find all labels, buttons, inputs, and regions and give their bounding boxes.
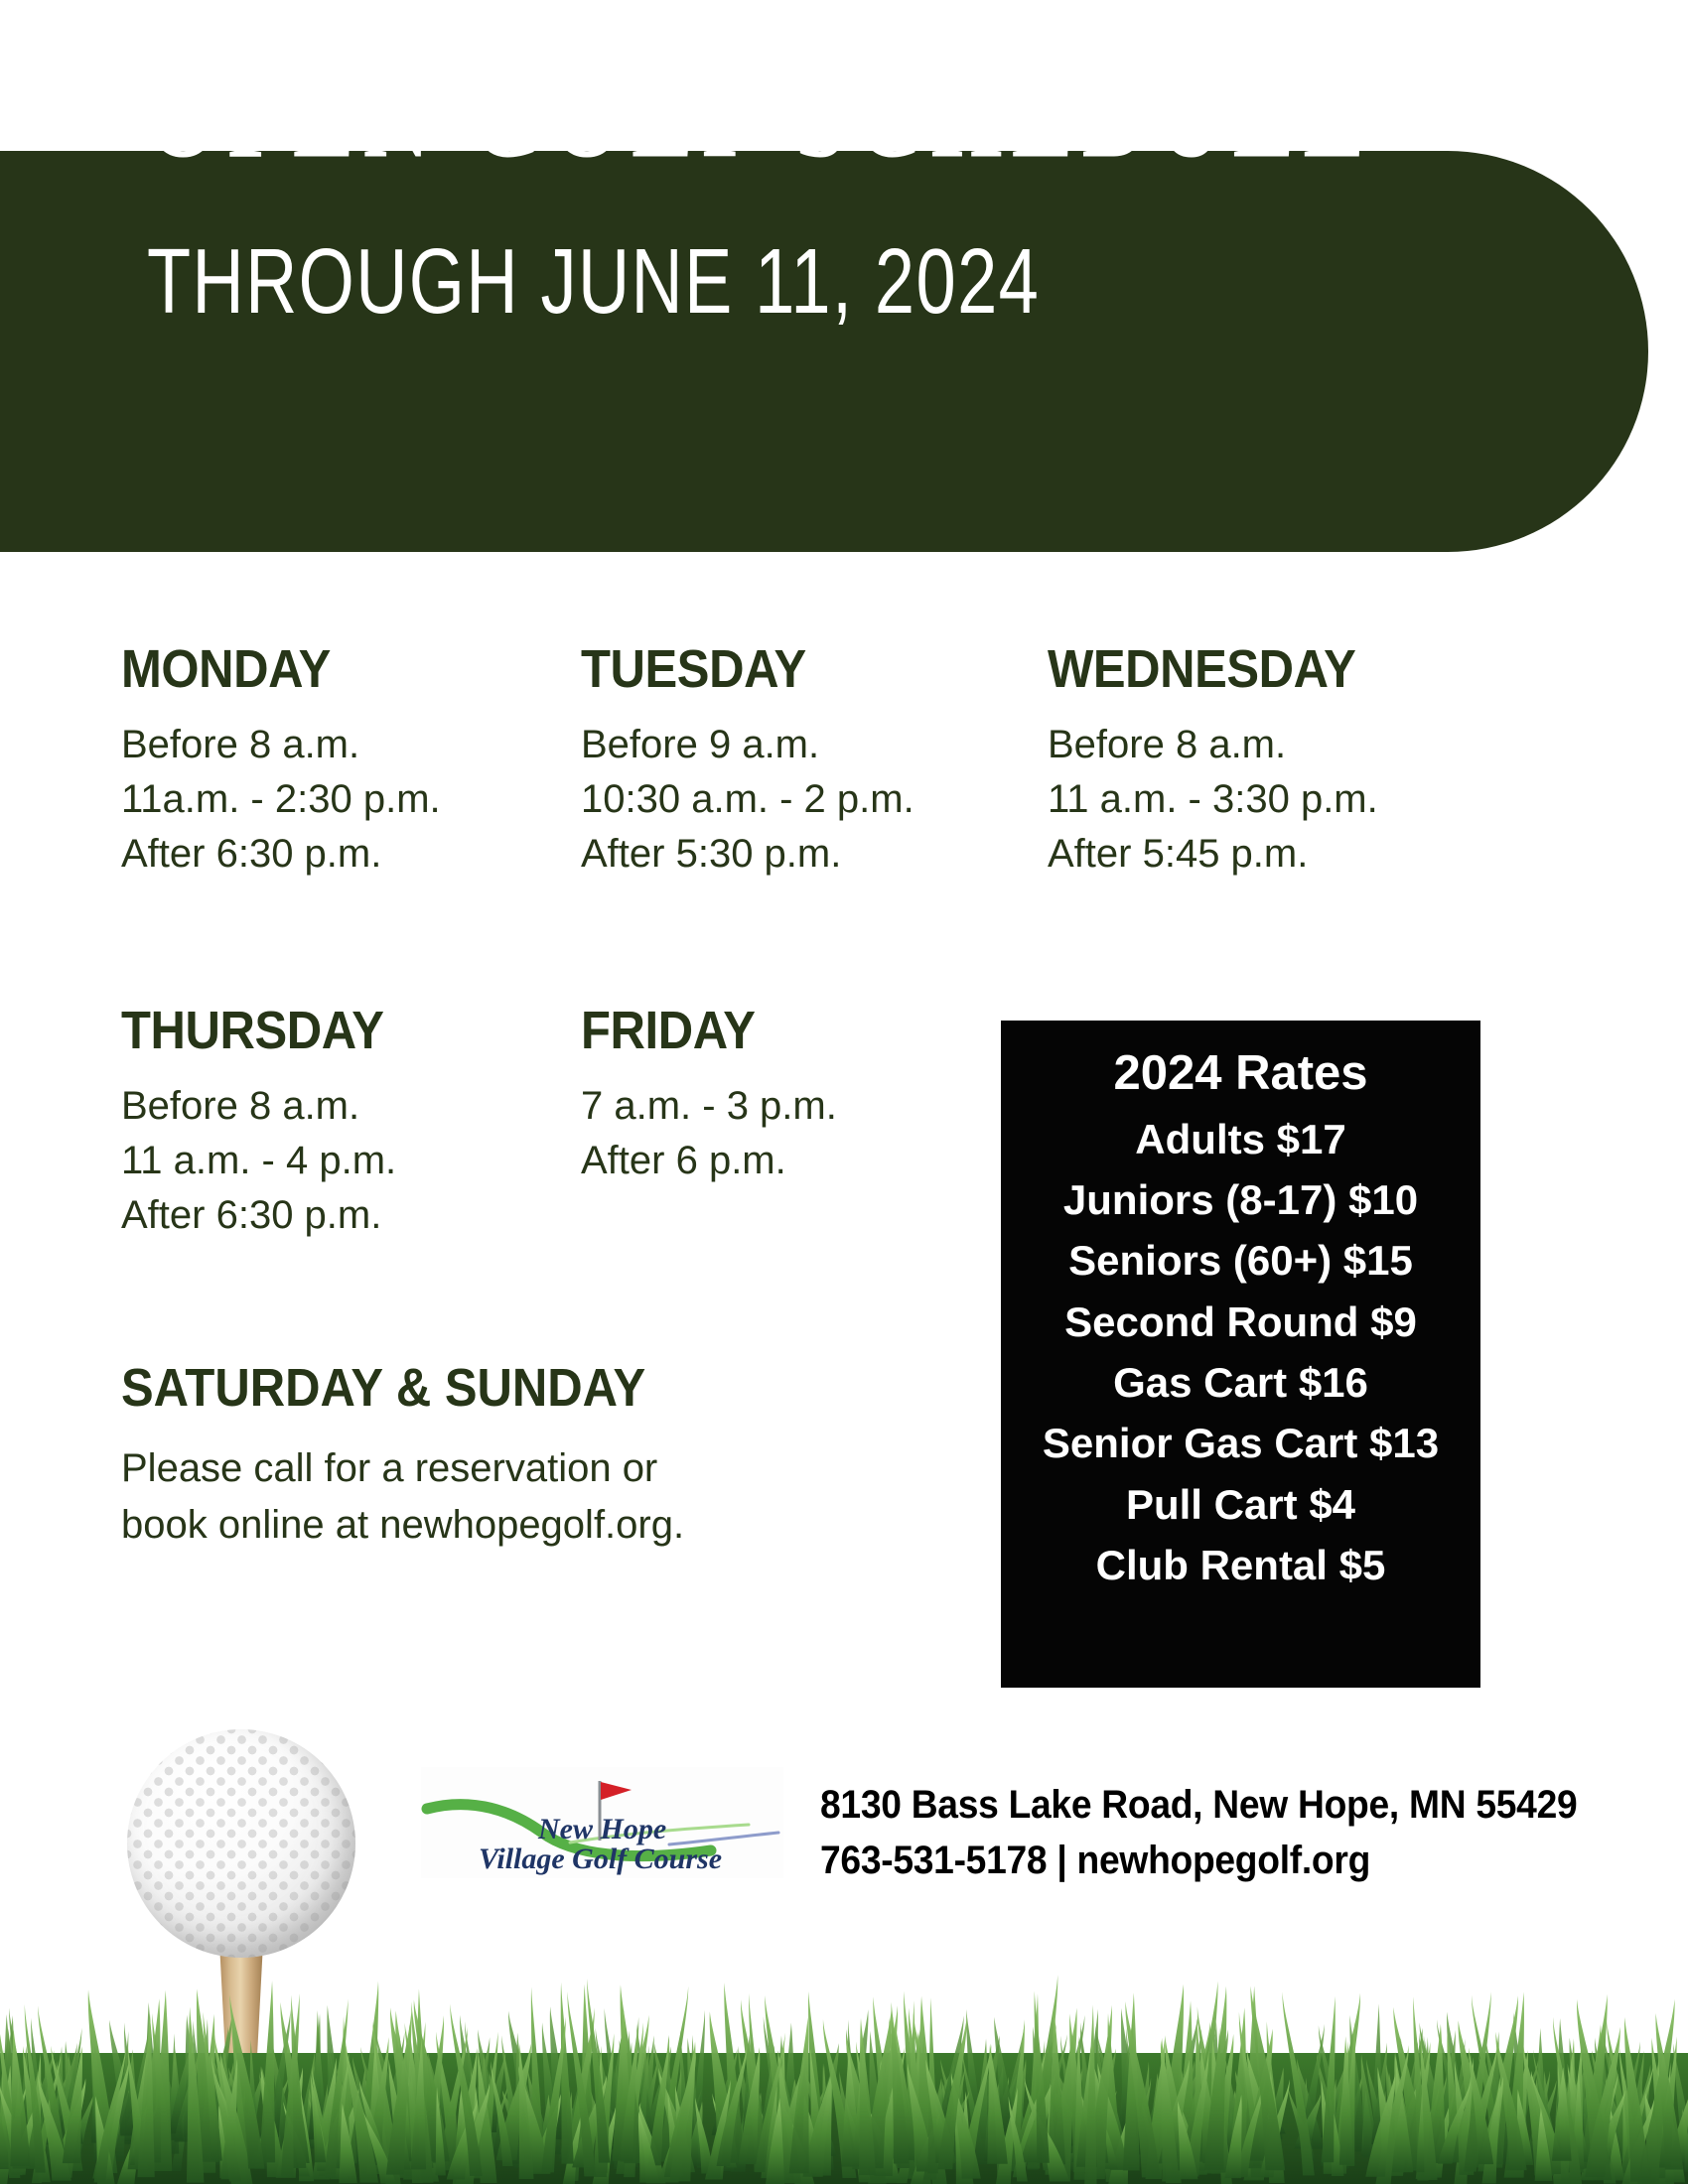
day-title-wednesday: WEDNESDAY [1048, 639, 1356, 700]
day-block-friday [581, 1001, 837, 1188]
day-time-line: Before 8 a.m. [1048, 723, 1287, 766]
day-time-line: 11a.m. - 2:30 p.m. [121, 776, 441, 821]
rate-item: Adults $17 [1135, 1115, 1346, 1162]
golf-ball [127, 1729, 355, 1958]
logo-svg [421, 1767, 783, 1878]
day-title-monday: MONDAY [121, 639, 331, 700]
rates-title: 2024 Rates [1113, 1046, 1368, 1100]
day-time-line: 11 a.m. - 4 p.m. [121, 1138, 397, 1182]
page-subtitle: THROUGH JUNE 11, 2024 [147, 229, 1041, 334]
rate-item: Second Round $9 [1064, 1297, 1417, 1345]
grass-band [0, 1934, 1688, 2184]
weekend-block [121, 1358, 816, 1554]
course-logo [421, 1767, 783, 1878]
day-time-line: Before 8 a.m. [121, 1084, 360, 1128]
weekend-note-line: book online at newhopegolf.org. [121, 1502, 685, 1547]
weekend-note-line: Please call for a reservation or [121, 1446, 658, 1490]
page-title: OPEN GOLF SCHEDULE [147, 44, 1374, 185]
golf-ball-dimples [127, 1729, 355, 1958]
logo-line-1: New Hope [538, 1813, 667, 1845]
day-time-line: 11 a.m. - 3:30 p.m. [1048, 776, 1378, 821]
day-time-line: Before 9 a.m. [581, 723, 820, 766]
logo-line-2: Village Golf Course [479, 1843, 723, 1875]
phone-website-line[interactable]: 763-531-5178 | newhopegolf.org [820, 1839, 1371, 1882]
day-block-tuesday [581, 639, 914, 881]
day-time-line: 7 a.m. - 3 p.m. [581, 1084, 837, 1128]
rate-item: Gas Cart $16 [1113, 1358, 1368, 1406]
day-title-thursday: THURSDAY [121, 1001, 384, 1061]
flag-icon [601, 1782, 632, 1800]
day-time-line: After 5:30 p.m. [581, 831, 842, 876]
address-line: 8130 Bass Lake Road, New Hope, MN 55429 [820, 1783, 1578, 1827]
rate-item: Club Rental $5 [1095, 1541, 1386, 1588]
day-time-line: After 6:30 p.m. [121, 831, 382, 876]
day-time-line: After 6 p.m. [581, 1138, 786, 1182]
rate-item: Pull Cart $4 [1125, 1480, 1356, 1528]
weekend-title: SATURDAY & SUNDAY [121, 1358, 646, 1419]
grass-svg [0, 1934, 1688, 2184]
header-banner [0, 151, 1648, 552]
day-time-line: After 5:45 p.m. [1048, 831, 1309, 876]
day-title-friday: FRIDAY [581, 1001, 756, 1061]
rate-item: Juniors (8-17) $10 [1062, 1176, 1419, 1224]
day-title-tuesday: TUESDAY [581, 639, 806, 700]
rates-box [1001, 1021, 1480, 1688]
rate-item: Senior Gas Cart $13 [1042, 1420, 1440, 1467]
day-time-line: Before 8 a.m. [121, 723, 360, 766]
day-block-monday [121, 639, 441, 881]
day-block-thursday [121, 1001, 397, 1242]
footer-contact [820, 1777, 1634, 1888]
day-time-line: 10:30 a.m. - 2 p.m. [581, 776, 914, 821]
day-block-wednesday [1048, 639, 1378, 881]
rate-item: Seniors (60+) $15 [1068, 1237, 1413, 1285]
day-time-line: After 6:30 p.m. [121, 1192, 382, 1237]
